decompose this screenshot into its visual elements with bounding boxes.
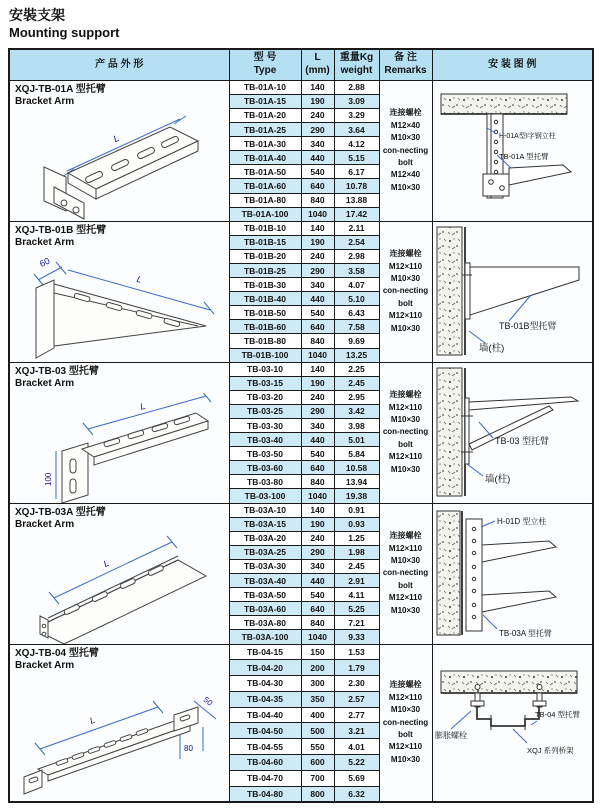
svg-text:TB-01B型托臂: TB-01B型托臂: [498, 321, 557, 332]
product-name-cn: XQJ-TB-03A 型托臂: [15, 506, 106, 518]
svg-text:L: L: [88, 714, 97, 726]
length-cell: 290: [301, 545, 334, 559]
product-drawing-tb-03a: [10, 534, 228, 644]
remark-line: bolt: [398, 580, 413, 590]
remarks-cell: [379, 80, 432, 221]
weight-cell: 2.95: [334, 390, 379, 404]
type-cell: TB-03A-25: [229, 545, 301, 559]
type-cell: TB-01B-80: [229, 334, 301, 348]
length-cell: 440: [301, 433, 334, 447]
type-cell: TB-01B-30: [229, 278, 301, 292]
type-cell: TB-04-20: [229, 660, 301, 676]
remarks-cell: [379, 644, 432, 802]
remark-line: 连接螺栓: [389, 390, 422, 400]
table-row: [9, 503, 593, 517]
remark-line: bolt: [398, 439, 413, 449]
length-cell: 290: [301, 123, 334, 137]
length-cell: 1040: [301, 630, 334, 644]
length-cell: 340: [301, 278, 334, 292]
product-cell: [9, 80, 229, 221]
remarks-cell: [379, 362, 432, 503]
type-cell: TB-01A-25: [229, 123, 301, 137]
product-name-cn: XQJ-TB-01B 型托臂: [15, 224, 107, 236]
type-cell: TB-04-40: [229, 707, 301, 723]
product-table: [8, 48, 594, 803]
type-cell: TB-01A-60: [229, 179, 301, 193]
weight-cell: 7.21: [334, 616, 379, 630]
install-cell: [432, 503, 593, 644]
length-cell: 190: [301, 517, 334, 531]
weight-cell: 2.77: [334, 707, 379, 723]
length-cell: 440: [301, 292, 334, 306]
product-name-en: Bracket Arm: [15, 519, 75, 531]
length-cell: 540: [301, 306, 334, 320]
weight-cell: 4.11: [334, 588, 379, 602]
type-cell: TB-01A-30: [229, 137, 301, 151]
weight-cell: 13.25: [334, 348, 379, 362]
remark-line: M12×110: [388, 311, 423, 321]
svg-text:墙(柱): 墙(柱): [478, 343, 504, 355]
length-cell: 190: [301, 94, 334, 108]
length-cell: 340: [301, 419, 334, 433]
type-cell: TB-04-80: [229, 786, 301, 802]
group-tb-01b: [9, 221, 593, 362]
product-drawing-tb-03: [10, 393, 228, 503]
type-cell: TB-04-30: [229, 676, 301, 692]
type-cell: TB-01A-50: [229, 165, 301, 179]
svg-text:H-01D 型立柱: H-01D 型立柱: [496, 517, 546, 527]
weight-cell: 2.45: [334, 376, 379, 390]
remark-line: bolt: [398, 157, 413, 167]
remark-line: con-necting: [382, 145, 429, 155]
weight-cell: 3.09: [334, 94, 379, 108]
length-cell: 840: [301, 193, 334, 207]
svg-text:墙(柱): 墙(柱): [484, 474, 510, 486]
type-cell: TB-04-55: [229, 739, 301, 755]
length-cell: 800: [301, 786, 334, 802]
length-cell: 1040: [301, 207, 334, 221]
type-cell: TB-04-15: [229, 644, 301, 660]
weight-cell: 3.58: [334, 263, 379, 277]
product-cell: [9, 503, 229, 644]
weight-cell: 4.12: [334, 137, 379, 151]
page-header: [0, 0, 600, 41]
length-cell: 840: [301, 334, 334, 348]
header-length: L (mm): [301, 49, 334, 81]
remark-line: con-necting: [382, 568, 429, 578]
length-cell: 840: [301, 475, 334, 489]
group-tb-03a: [9, 503, 593, 644]
type-cell: TB-03-50: [229, 447, 301, 461]
type-cell: TB-04-50: [229, 723, 301, 739]
type-cell: TB-03A-60: [229, 602, 301, 616]
weight-cell: 1.53: [334, 644, 379, 660]
remark-line: M10×30: [390, 415, 421, 424]
weight-cell: 17.42: [334, 207, 379, 221]
type-cell: TB-04-35: [229, 691, 301, 707]
length-cell: 240: [301, 108, 334, 122]
remark-line: M12×40: [390, 120, 421, 130]
weight-cell: 2.98: [334, 249, 379, 263]
type-cell: TB-03-30: [229, 419, 301, 433]
weight-cell: 5.22: [334, 755, 379, 771]
type-cell: TB-03-15: [229, 376, 301, 390]
page-title-cn: 安裝支架: [9, 7, 65, 23]
length-cell: 440: [301, 574, 334, 588]
remark-line: M12×110: [388, 692, 423, 702]
length-cell: 1040: [301, 348, 334, 362]
table-row: [9, 80, 593, 94]
product-name-en: Bracket Arm: [15, 378, 75, 390]
remark-line: M10×30: [390, 464, 421, 474]
type-cell: TB-03A-10: [229, 503, 301, 517]
weight-cell: 3.29: [334, 108, 379, 122]
table-header: [9, 49, 593, 81]
weight-cell: 7.58: [334, 320, 379, 334]
product-name-cn: XQJ-TB-03 型托臂: [15, 365, 99, 377]
weight-cell: 0.93: [334, 517, 379, 531]
install-cell: [432, 221, 593, 362]
group-tb-04: [9, 644, 593, 802]
svg-text:TB-01A 型托臂: TB-01A 型托臂: [498, 152, 549, 162]
length-cell: 840: [301, 616, 334, 630]
length-cell: 640: [301, 461, 334, 475]
svg-text:TB-03 型托臂: TB-03 型托臂: [494, 436, 549, 447]
type-cell: TB-01B-50: [229, 306, 301, 320]
install-diagram-tb-03a: [433, 505, 592, 642]
table-row: [9, 362, 593, 376]
type-cell: TB-01A-20: [229, 108, 301, 122]
remark-line: 连接螺栓: [389, 680, 422, 690]
weight-cell: 3.42: [334, 404, 379, 418]
svg-text:XQJ 系列桥架: XQJ 系列桥架: [526, 746, 574, 756]
length-cell: 190: [301, 235, 334, 249]
weight-cell: 0.91: [334, 503, 379, 517]
svg-text:膨胀螺栓: 膨胀螺栓: [434, 731, 467, 741]
length-cell: 150: [301, 644, 334, 660]
weight-cell: 1.79: [334, 660, 379, 676]
weight-cell: 5.69: [334, 770, 379, 786]
type-cell: TB-03-10: [229, 362, 301, 376]
remark-line: M10×30: [390, 323, 421, 333]
type-cell: TB-01A-80: [229, 193, 301, 207]
length-cell: 340: [301, 559, 334, 573]
header-weight: 重量Kg weight: [334, 49, 379, 81]
length-cell: 240: [301, 531, 334, 545]
remark-line: 连接螺栓: [389, 249, 422, 259]
remarks-cell: [379, 503, 432, 644]
product-name-cn: XQJ-TB-04 型托臂: [15, 647, 99, 659]
remark-line: M12×110: [388, 452, 423, 462]
header-install: 安 装 图 例: [432, 49, 593, 81]
svg-text:L: L: [111, 132, 121, 144]
weight-cell: 13.94: [334, 475, 379, 489]
weight-cell: 3.21: [334, 723, 379, 739]
remark-line: M10×30: [390, 133, 421, 143]
page-title-en: Mounting support: [9, 24, 120, 40]
svg-text:50: 50: [201, 695, 215, 708]
weight-cell: 5.15: [334, 151, 379, 165]
remark-line: M12×110: [388, 543, 423, 553]
install-cell: [432, 362, 593, 503]
length-cell: 640: [301, 602, 334, 616]
product-name-en: Bracket Arm: [15, 96, 75, 108]
weight-cell: 5.01: [334, 433, 379, 447]
type-cell: TB-01B-100: [229, 348, 301, 362]
length-cell: 500: [301, 723, 334, 739]
remark-line: M12×110: [388, 593, 423, 603]
svg-text:80: 80: [184, 743, 193, 753]
type-cell: TB-01B-15: [229, 235, 301, 249]
weight-cell: 6.17: [334, 165, 379, 179]
remarks-cell: [379, 221, 432, 362]
header-type: 型 号 Type: [229, 49, 301, 81]
weight-cell: 2.57: [334, 691, 379, 707]
length-cell: 400: [301, 707, 334, 723]
type-cell: TB-01B-10: [229, 221, 301, 235]
svg-text:H-01A型I字钢立柱: H-01A型I字钢立柱: [498, 133, 556, 141]
type-cell: TB-03A-15: [229, 517, 301, 531]
remark-line: con-necting: [382, 427, 429, 437]
remark-line: con-necting: [382, 717, 429, 727]
remark-line: bolt: [398, 729, 413, 739]
group-tb-03: [9, 362, 593, 503]
length-cell: 290: [301, 404, 334, 418]
product-cell: [9, 221, 229, 362]
remark-line: M10×30: [390, 182, 421, 192]
remark-line: 连接螺栓: [389, 108, 422, 118]
weight-cell: 5.25: [334, 602, 379, 616]
length-cell: 640: [301, 320, 334, 334]
type-cell: TB-01B-20: [229, 249, 301, 263]
svg-text:TB-03A 型托臂: TB-03A 型托臂: [498, 629, 552, 639]
install-cell: [432, 80, 593, 221]
length-cell: 240: [301, 390, 334, 404]
weight-cell: 2.91: [334, 574, 379, 588]
table-row: [9, 644, 593, 660]
length-cell: 700: [301, 770, 334, 786]
length-cell: 540: [301, 165, 334, 179]
length-cell: 140: [301, 80, 334, 94]
length-cell: 640: [301, 179, 334, 193]
type-cell: TB-03-40: [229, 433, 301, 447]
svg-text:L: L: [135, 273, 144, 285]
weight-cell: 2.25: [334, 362, 379, 376]
remark-line: M10×30: [390, 555, 421, 565]
weight-cell: 5.84: [334, 447, 379, 461]
length-cell: 440: [301, 151, 334, 165]
length-cell: 350: [301, 691, 334, 707]
group-tb-01a: [9, 80, 593, 221]
length-cell: 1040: [301, 489, 334, 503]
weight-cell: 1.98: [334, 545, 379, 559]
weight-cell: 3.98: [334, 419, 379, 433]
type-cell: TB-01A-40: [229, 151, 301, 165]
type-cell: TB-03-20: [229, 390, 301, 404]
weight-cell: 19.38: [334, 489, 379, 503]
weight-cell: 6.32: [334, 786, 379, 802]
header-product: 产 品 外 形: [9, 49, 229, 81]
length-cell: 300: [301, 676, 334, 692]
remark-line: bolt: [398, 298, 413, 308]
length-cell: 140: [301, 503, 334, 517]
install-diagram-tb-01a: [433, 82, 592, 219]
remark-line: M10×30: [390, 274, 421, 284]
table-row: [9, 221, 593, 235]
weight-cell: 1.25: [334, 531, 379, 545]
header-remarks: 备 注 Remarks: [379, 49, 432, 81]
remark-line: M12×110: [388, 402, 423, 412]
product-name-en: Bracket Arm: [15, 660, 75, 671]
type-cell: TB-01A-100: [229, 207, 301, 221]
remark-line: M10×30: [390, 605, 421, 615]
weight-cell: 2.30: [334, 676, 379, 692]
weight-cell: 2.45: [334, 559, 379, 573]
svg-text:100: 100: [44, 472, 53, 486]
product-name-en: Bracket Arm: [15, 237, 75, 249]
length-cell: 290: [301, 263, 334, 277]
length-cell: 340: [301, 137, 334, 151]
length-cell: 190: [301, 376, 334, 390]
length-cell: 240: [301, 249, 334, 263]
type-cell: TB-03A-20: [229, 531, 301, 545]
type-cell: TB-03A-80: [229, 616, 301, 630]
product-drawing-tb-01a: [10, 111, 228, 221]
product-cell: [9, 644, 229, 802]
weight-cell: 3.64: [334, 123, 379, 137]
length-cell: 550: [301, 739, 334, 755]
type-cell: TB-03-80: [229, 475, 301, 489]
svg-text:TB-04 型托臂: TB-04 型托臂: [534, 710, 580, 720]
weight-cell: 13.88: [334, 193, 379, 207]
weight-cell: 2.88: [334, 80, 379, 94]
svg-text:60: 60: [37, 255, 52, 269]
weight-cell: 4.07: [334, 278, 379, 292]
svg-text:L: L: [101, 557, 111, 569]
product-drawing-tb-04: [10, 675, 228, 801]
type-cell: TB-01B-60: [229, 320, 301, 334]
length-cell: 600: [301, 755, 334, 771]
remark-line: 连接螺栓: [389, 531, 422, 541]
length-cell: 140: [301, 221, 334, 235]
remark-line: M12×110: [388, 261, 423, 271]
weight-cell: 2.11: [334, 221, 379, 235]
type-cell: TB-03-60: [229, 461, 301, 475]
weight-cell: 9.69: [334, 334, 379, 348]
install-cell: [432, 644, 593, 802]
type-cell: TB-03A-50: [229, 588, 301, 602]
install-diagram-tb-04: [433, 645, 592, 800]
length-cell: 540: [301, 588, 334, 602]
install-diagram-tb-03: [433, 364, 592, 501]
product-name-cn: XQJ-TB-01A 型托臂: [15, 83, 106, 95]
type-cell: TB-01B-25: [229, 263, 301, 277]
product-drawing-tb-01b: [10, 252, 228, 362]
type-cell: TB-01A-10: [229, 80, 301, 94]
weight-cell: 9.33: [334, 630, 379, 644]
type-cell: TB-04-70: [229, 770, 301, 786]
type-cell: TB-04-60: [229, 755, 301, 771]
type-cell: TB-01B-40: [229, 292, 301, 306]
type-cell: TB-03-100: [229, 489, 301, 503]
remark-line: con-necting: [382, 286, 429, 296]
weight-cell: 5.10: [334, 292, 379, 306]
weight-cell: 6.43: [334, 306, 379, 320]
type-cell: TB-01A-15: [229, 94, 301, 108]
weight-cell: 4.01: [334, 739, 379, 755]
install-diagram-tb-01b: [433, 223, 592, 360]
weight-cell: 2.54: [334, 235, 379, 249]
type-cell: TB-03A-40: [229, 574, 301, 588]
length-cell: 200: [301, 660, 334, 676]
product-cell: [9, 362, 229, 503]
svg-text:L: L: [138, 400, 147, 412]
weight-cell: 10.58: [334, 461, 379, 475]
type-cell: TB-03-25: [229, 404, 301, 418]
type-cell: TB-03A-100: [229, 630, 301, 644]
type-cell: TB-03A-30: [229, 559, 301, 573]
weight-cell: 10.78: [334, 179, 379, 193]
length-cell: 140: [301, 362, 334, 376]
remark-line: M10×30: [390, 754, 421, 764]
remark-line: M12×110: [388, 742, 423, 752]
length-cell: 540: [301, 447, 334, 461]
remark-line: M12×40: [390, 170, 421, 180]
remark-line: M10×30: [390, 705, 421, 715]
